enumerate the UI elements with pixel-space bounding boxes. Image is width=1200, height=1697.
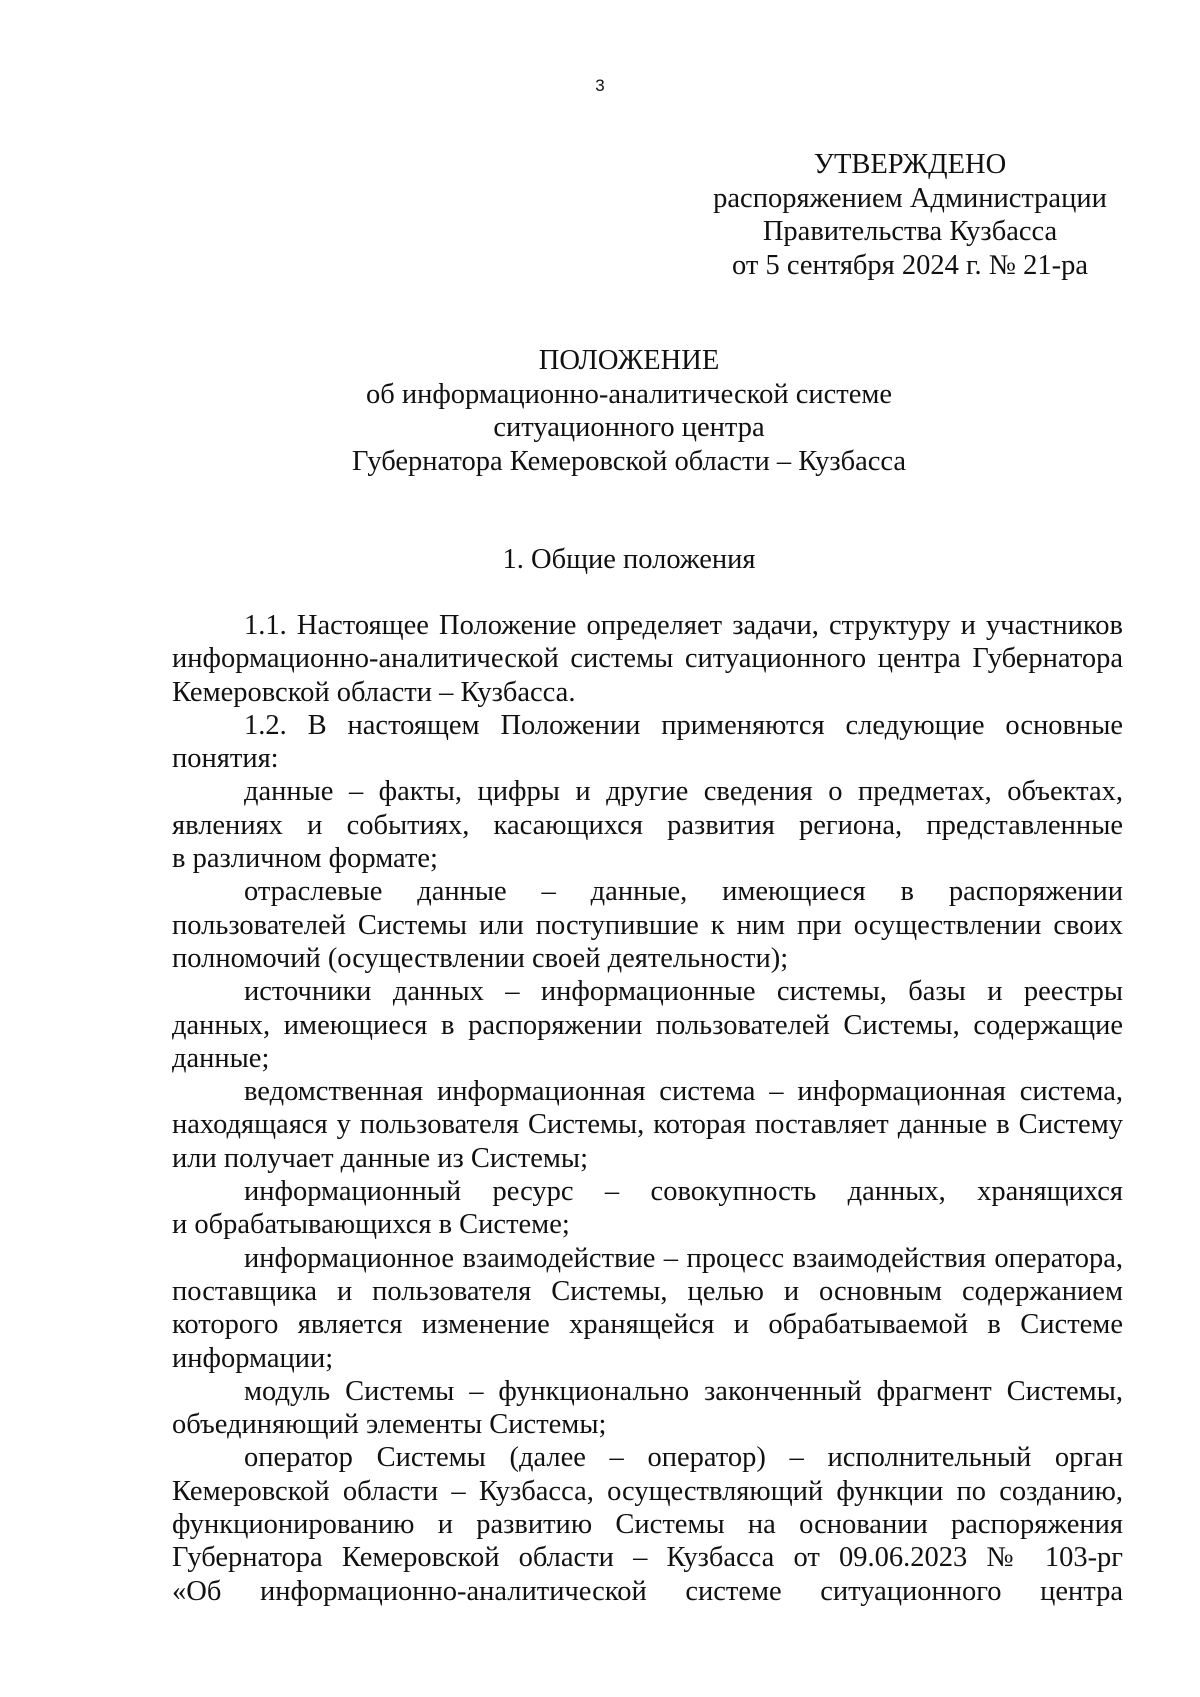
title-center-line: ситуационного центра xyxy=(493,412,765,443)
paragraph xyxy=(172,1375,1123,1442)
approval-line-date-number: от 5 сентября 2024 г. № 21-ра xyxy=(732,249,1088,281)
approval-line-order: распоряжением Администрации xyxy=(713,182,1107,214)
paragraph-line: модуль Системы – функционально законченный фрагмент Системы, xyxy=(244,1375,1123,1407)
paragraph-line: функционированию и развитию Системы на основании распоряжения xyxy=(172,1509,1123,1541)
paragraph-line: или получает данные из Системы; xyxy=(172,1142,588,1174)
paragraph-line: отраслевые данные – данные, имеющиеся в распоряжении xyxy=(244,876,1123,908)
paragraph-line: в различном формате; xyxy=(172,843,438,875)
paragraph-line: данных, имеющиеся в распоряжении пользователей Системы, содержащие xyxy=(172,1009,1123,1041)
title-governor-line: Губернатора Кемеровской области – Кузбасса xyxy=(351,445,907,477)
paragraph-line: явлениях и событиях, касающихся развития региона, представленные xyxy=(172,809,1123,841)
paragraph-line: «Об информационно-аналитической системе ситуационного центра xyxy=(172,1575,1123,1607)
paragraph-line: информационное взаимодействие – процесс взаимодействия оператора, xyxy=(244,1242,1123,1274)
paragraph-line: Губернатора Кемеровской области – Кузбасса от 09.06.2023 № 103-рг xyxy=(172,1542,1123,1574)
approval-line-government: Правительства Кузбасса xyxy=(762,216,1058,247)
title-heading: ПОЛОЖЕНИЕ xyxy=(538,345,720,376)
paragraph xyxy=(172,1175,1123,1242)
approval-stamp-block xyxy=(700,148,1120,282)
paragraph-line: Кемеровской области – Кузбасса. xyxy=(172,676,576,708)
paragraph-line: полномочий (осуществлении своей деятельности); xyxy=(172,942,789,974)
paragraph xyxy=(172,709,1123,776)
paragraph-line: данные – факты, цифры и другие сведения о предметах, объектах, xyxy=(244,776,1123,808)
paragraph xyxy=(172,1441,1123,1607)
paragraph-line: источники данных – информационные системы, базы и реестры xyxy=(244,976,1123,1008)
paragraph-line: информационный ресурс – совокупность данных, хранящихся xyxy=(244,1176,1123,1208)
paragraph-line: данные; xyxy=(172,1042,270,1074)
title-subject-line: об информационно-аналитической системе xyxy=(365,378,893,410)
paragraph-line: и обрабатывающихся в Системе; xyxy=(172,1209,570,1241)
paragraph xyxy=(172,875,1123,975)
approval-heading: УТВЕРЖДЕНО xyxy=(813,149,1007,180)
paragraph-line: которого является изменение хранящейся и обрабатываемой в Системе xyxy=(172,1309,1123,1341)
paragraph xyxy=(172,1242,1123,1375)
paragraph xyxy=(172,609,1123,709)
paragraph-line: поставщика и пользователя Системы, целью и основным содержанием xyxy=(172,1275,1123,1307)
paragraph-line: оператор Системы (далее – оператор) – исполнительный орган xyxy=(244,1442,1123,1474)
paragraph-line: информации; xyxy=(172,1342,334,1374)
paragraph xyxy=(172,1075,1123,1175)
paragraph-line: 1.1. Настоящее Положение определяет задачи, структуру и участников xyxy=(244,610,1123,641)
paragraph-line: Кемеровской области – Кузбасса, осуществляющий функции по созданию, xyxy=(172,1475,1123,1507)
paragraph xyxy=(172,775,1123,875)
document-title xyxy=(172,344,1086,478)
paragraph-line: ведомственная информационная система – информационная система, xyxy=(244,1076,1123,1108)
paragraph-line: информационно-аналитической системы ситуационного центра Губернатора xyxy=(172,643,1123,675)
section-heading: 1. Общие положения xyxy=(502,544,756,575)
paragraph-line: пользователей Системы или поступившие к ним при осуществлении своих xyxy=(172,909,1123,941)
page-number: 3 xyxy=(595,76,605,95)
paragraph-line: понятия: xyxy=(172,743,279,775)
paragraph-line: 1.2. В настоящем Положении применяются следующие основные xyxy=(244,709,1123,741)
paragraph-line: объединяющий элементы Системы; xyxy=(172,1409,607,1441)
body-text xyxy=(172,609,1123,1608)
paragraph-line: находящаяся у пользователя Системы, которая поставляет данные в Систему xyxy=(172,1109,1123,1141)
paragraph xyxy=(172,975,1123,1075)
